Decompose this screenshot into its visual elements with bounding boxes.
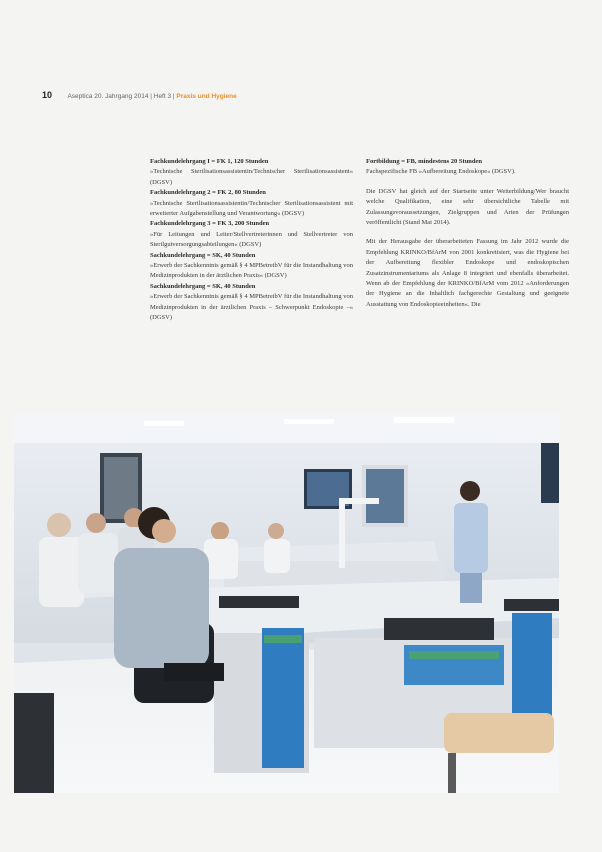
entry-text: »Für Leitungen und Leiter/Stellvertreterinnen und Stellvertreter von Sterilgutversorgungsabteilungen« (DGSV): [150, 230, 353, 249]
paragraph: Die DGSV hat gleich auf der Startseite unter Weiterbildung/Wer braucht welche Qualifikation, eine sehr übersichtliche Tabelle mit Zulassungsvoraussetzungen, Zielgruppen und Arten der Prüfungen veröffentlicht (Stand Mai 2014).: [366, 187, 569, 227]
journal-issue: Heft 3: [153, 93, 172, 100]
training-room-photo: [14, 413, 559, 793]
entry-text: Fachspezifische FB »Aufbereitung Endoskope« (DGSV).: [366, 168, 516, 176]
entry-title: Sachkundelehrgang = SK, 40 Stunden: [150, 251, 256, 259]
entry-title: Fachkundelehrgang 2 = FK 2, 80 Stunden: [150, 189, 266, 197]
entry-title: Sachkundelehrgang = SK, 40 Stunden: [150, 282, 256, 290]
left-column: [150, 157, 353, 324]
section-name: Praxis und Hygiene: [176, 93, 237, 100]
journal-volume: 20. Jahrgang 2014: [94, 93, 149, 100]
entry-text: »Erwerb der Sachkenntnis gemäß § 4 MPBetreibV für die Instandhaltung von Medizinprodukten in der ärztlichen Praxis« (DGSV): [150, 262, 353, 280]
journal-name: Aseptica: [67, 93, 93, 100]
photo-illustration: [14, 413, 559, 793]
running-header: 10 Aseptica 20. Jahrgang 2014 | Heft 3 | Praxis und Hygiene: [42, 90, 237, 100]
page-number: 10: [42, 90, 53, 100]
entry-title: Fachkundelehrgang 3 = FK 3, 200 Stunden: [150, 220, 270, 228]
entry-text: »Technische Sterilisationsassistentin/Technischer Sterilisationsassistent mit erweiterter Aufgabenstellung und Verantwortung« (DGSV): [150, 199, 353, 218]
entry-text: »Technische Sterilisationsassistentin/Technischer Sterilisationsassistent« (DGSV): [150, 168, 353, 186]
entry-title: Fachkundelehrgang I = FK 1, 120 Stunden: [150, 158, 269, 165]
entry-text: »Erwerb der Sachkenntnis gemäß § 4 MPBetreibV für die Instandhaltung von Medizinprodukten in der ärztlichen Praxis – Schwerpunkt Endoskopie –« (DGSV): [150, 293, 353, 322]
entry-title: Fortbildung = FB, mindestens 20 Stunden: [366, 158, 483, 165]
paragraph: Mit der Herausgabe der überarbeiteten Fassung im Jahr 2012 wurde die Empfehlung KRINKO/BfArM von 2001 konkretisiert, was die Hygiene bei der Aufbereitung flexibler Endoskope und endoskopischen Zusatzinstrumentariums als Anlage 8 integriert und ebenfalls überarbeitet. Wenn ab der Empfehlung der KRINKO/BfArM vom 2012 »Anforderungen der Hygiene an die Inhaltlich fachgerechte Gestaltung und geeignete Ausstattung von Endoskopieeinheiten«. Die: [366, 238, 569, 308]
right-column: [366, 157, 569, 310]
